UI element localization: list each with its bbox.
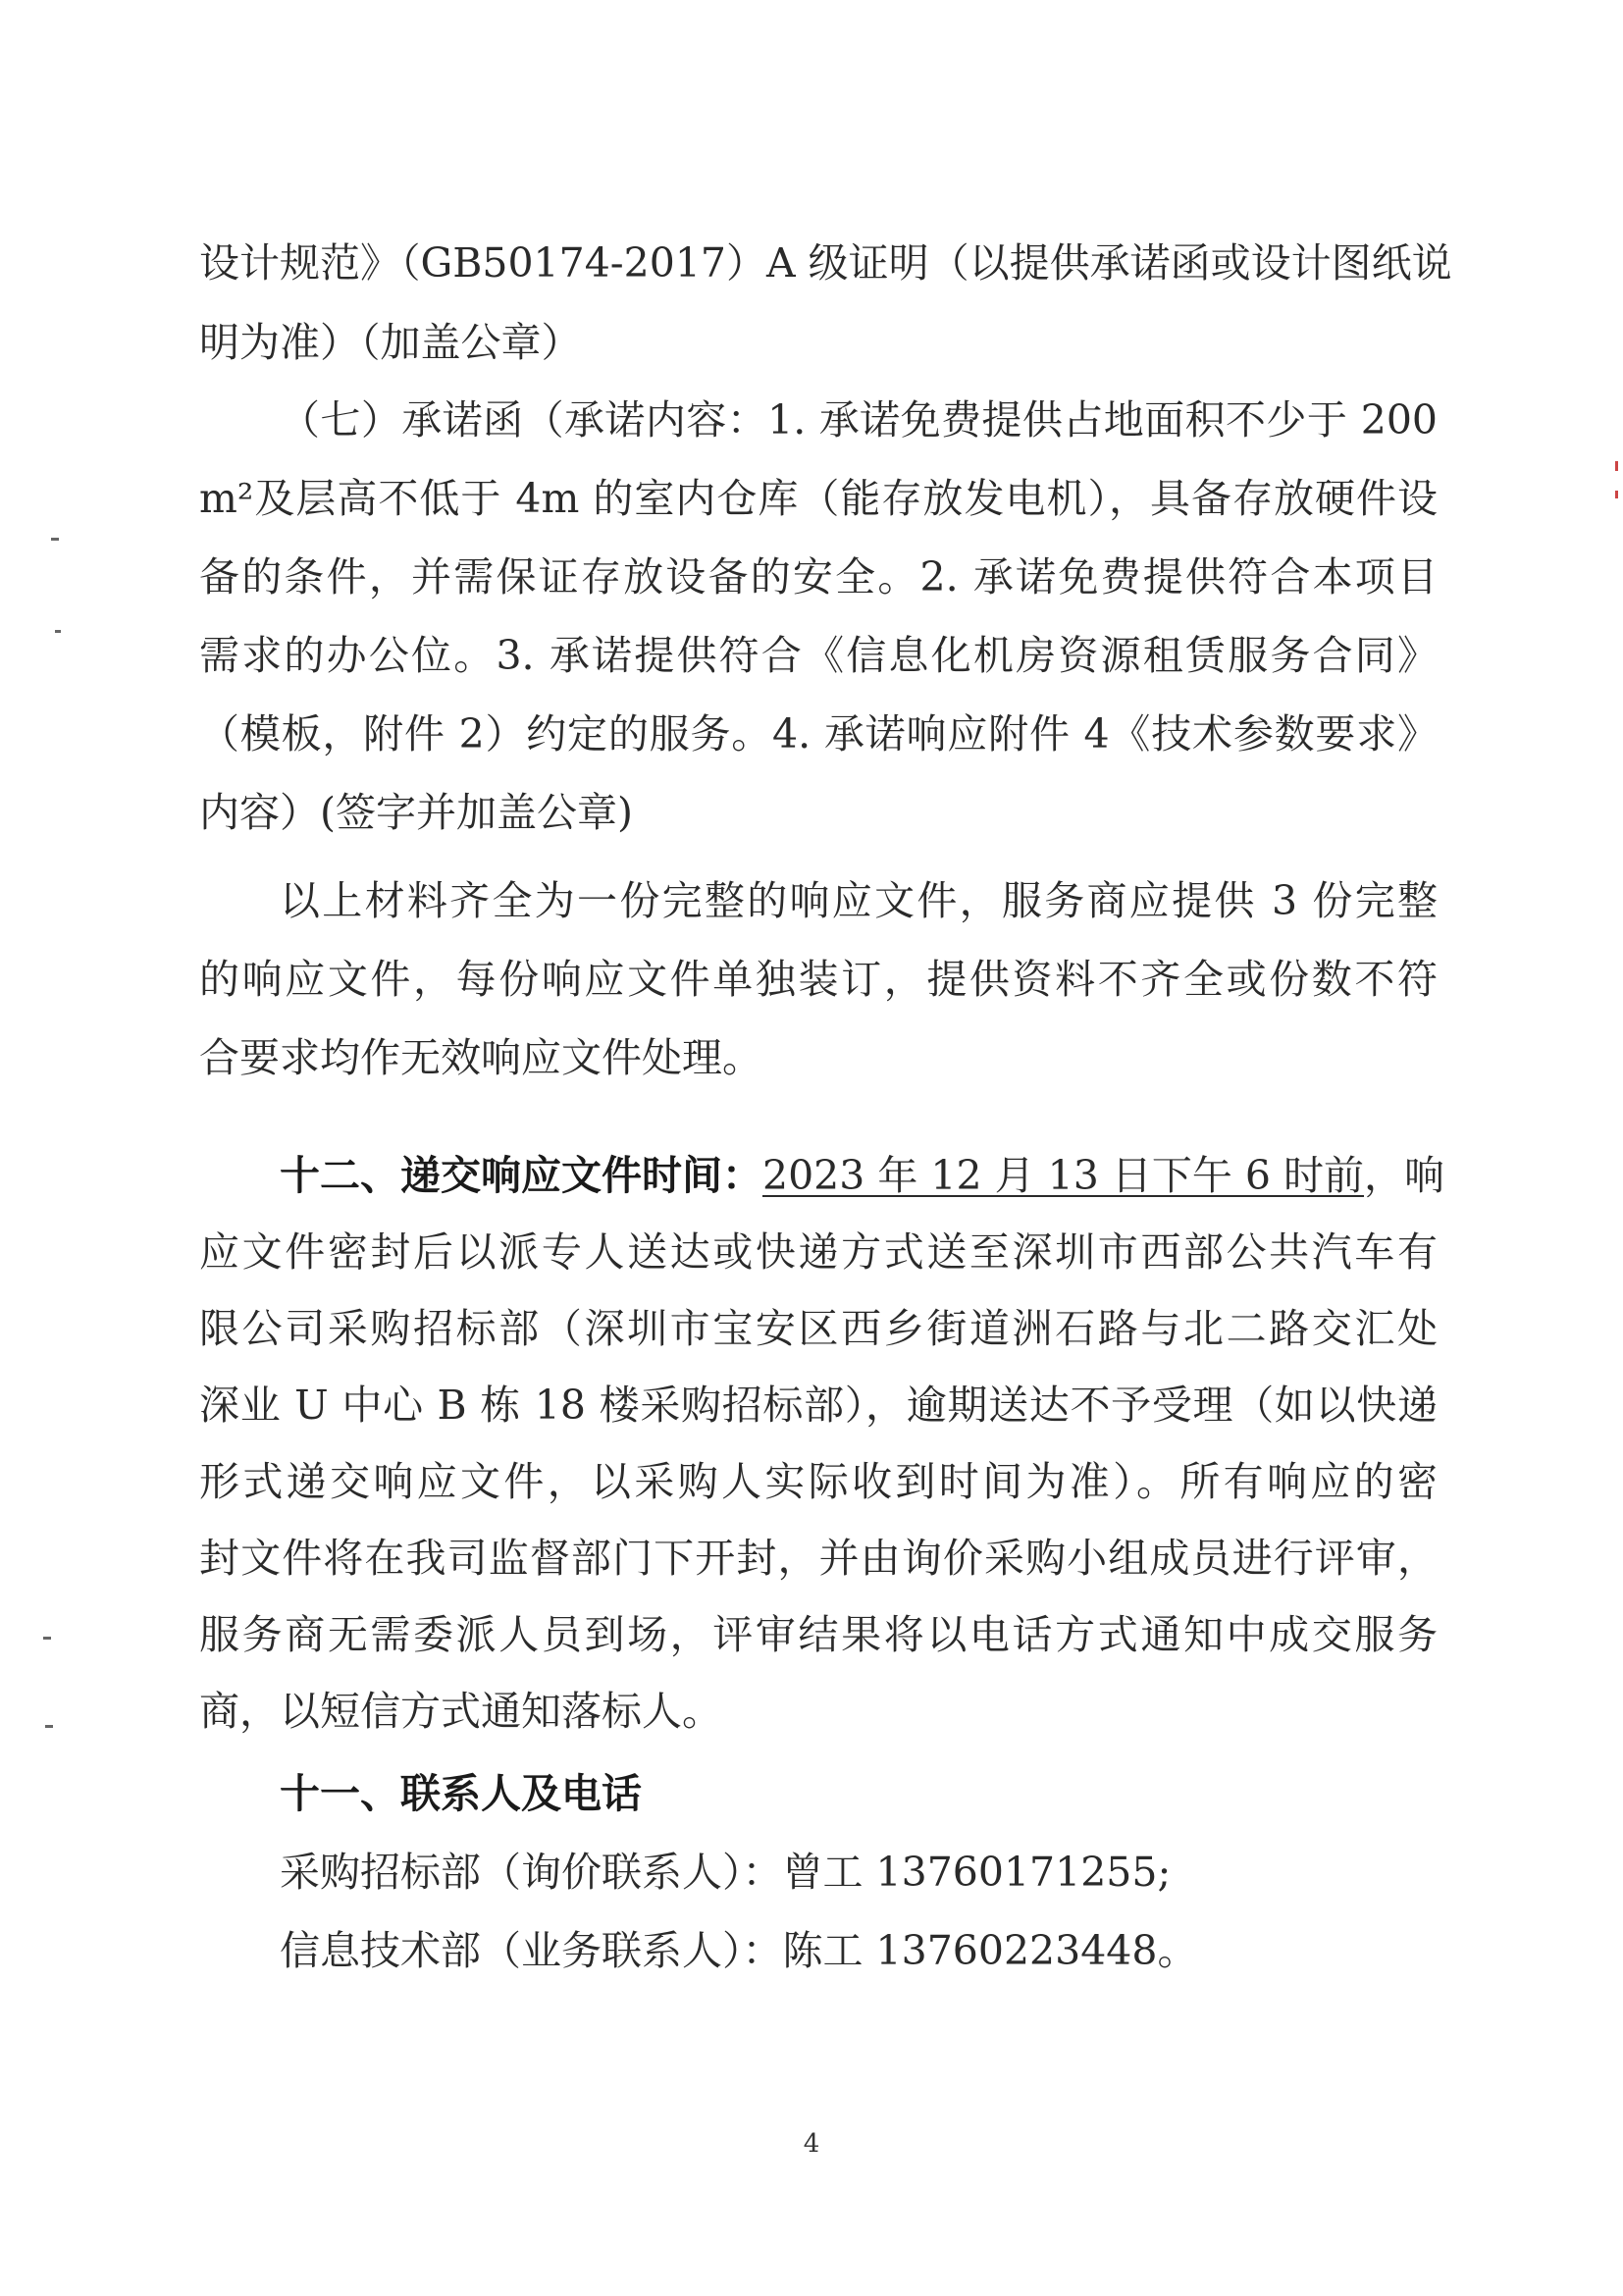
scan-mark [43, 1637, 51, 1640]
scan-mark [1615, 461, 1618, 471]
text-line: m²及层高不低于 4m 的室内仓库（能存放发电机），具备存放硬件设 [199, 475, 1438, 522]
text-line: （七）承诺函（承诺内容：1. 承诺免费提供占地面积不少于 200 [280, 396, 1438, 444]
text-line: 的响应文件，每份响应文件单独装订，提供资料不齐全或份数不符 [199, 956, 1438, 1003]
text-line: 应文件密封后以派专人送达或快递方式送至深圳市西部公共汽车有 [199, 1228, 1438, 1276]
text-fragment: ，响 [1364, 1152, 1444, 1199]
scan-mark [51, 538, 59, 541]
text-line: 形式递交响应文件，以采购人实际收到时间为准）。所有响应的密 [199, 1458, 1438, 1505]
text-line: 备的条件，并需保证存放设备的安全。2. 承诺免费提供符合本项目 [199, 553, 1438, 600]
text-line: 明为准）（加盖公章） [199, 319, 582, 366]
text-line: 封文件将在我司监督部门下开封，并由询价采购小组成员进行评审， [199, 1535, 1438, 1582]
page-number: 4 [803, 2129, 820, 2159]
text-line: 深业 U 中心 B 栋 18 楼采购招标部），逾期送达不予受理（如以快递 [199, 1382, 1438, 1429]
scan-mark [1615, 491, 1618, 498]
deadline-text: 2023 年 12 月 13 日下午 6 时前 [762, 1152, 1364, 1199]
text-line: 合要求均作无效响应文件处理。 [199, 1034, 762, 1081]
text-line: 需求的办公位。3. 承诺提供符合《信息化机房资源租赁服务合同》 [199, 632, 1438, 679]
contact-line: 信息技术部（业务联系人）：陈工 13760223448。 [280, 1927, 1198, 1974]
text-line: 限公司采购招标部（深圳市宝安区西乡街道洲石路与北二路交汇处 [199, 1305, 1438, 1352]
scan-mark [45, 1725, 53, 1728]
text-line: （模板，附件 2）约定的服务。4. 承诺响应附件 4《技术参数要求》 [199, 710, 1438, 757]
section-heading-line [280, 1148, 1444, 1203]
text-line: 以上材料齐全为一份完整的响应文件，服务商应提供 3 份完整 [280, 877, 1438, 924]
text-line: 内容）(签字并加盖公章) [199, 789, 633, 836]
scan-mark [55, 630, 61, 633]
contact-line: 采购招标部（询价联系人）：曾工 13760171255; [280, 1849, 1172, 1896]
section-heading: 十二、递交响应文件时间： [280, 1152, 762, 1199]
text-line: 商，以短信方式通知落标人。 [199, 1688, 722, 1735]
text-line: 设计规范》（GB50174-2017）A 级证明（以提供承诺函或设计图纸说 [199, 239, 1452, 287]
section-heading: 十一、联系人及电话 [280, 1770, 642, 1817]
text-line: 服务商无需委派人员到场，评审结果将以电话方式通知中成交服务 [199, 1611, 1438, 1658]
